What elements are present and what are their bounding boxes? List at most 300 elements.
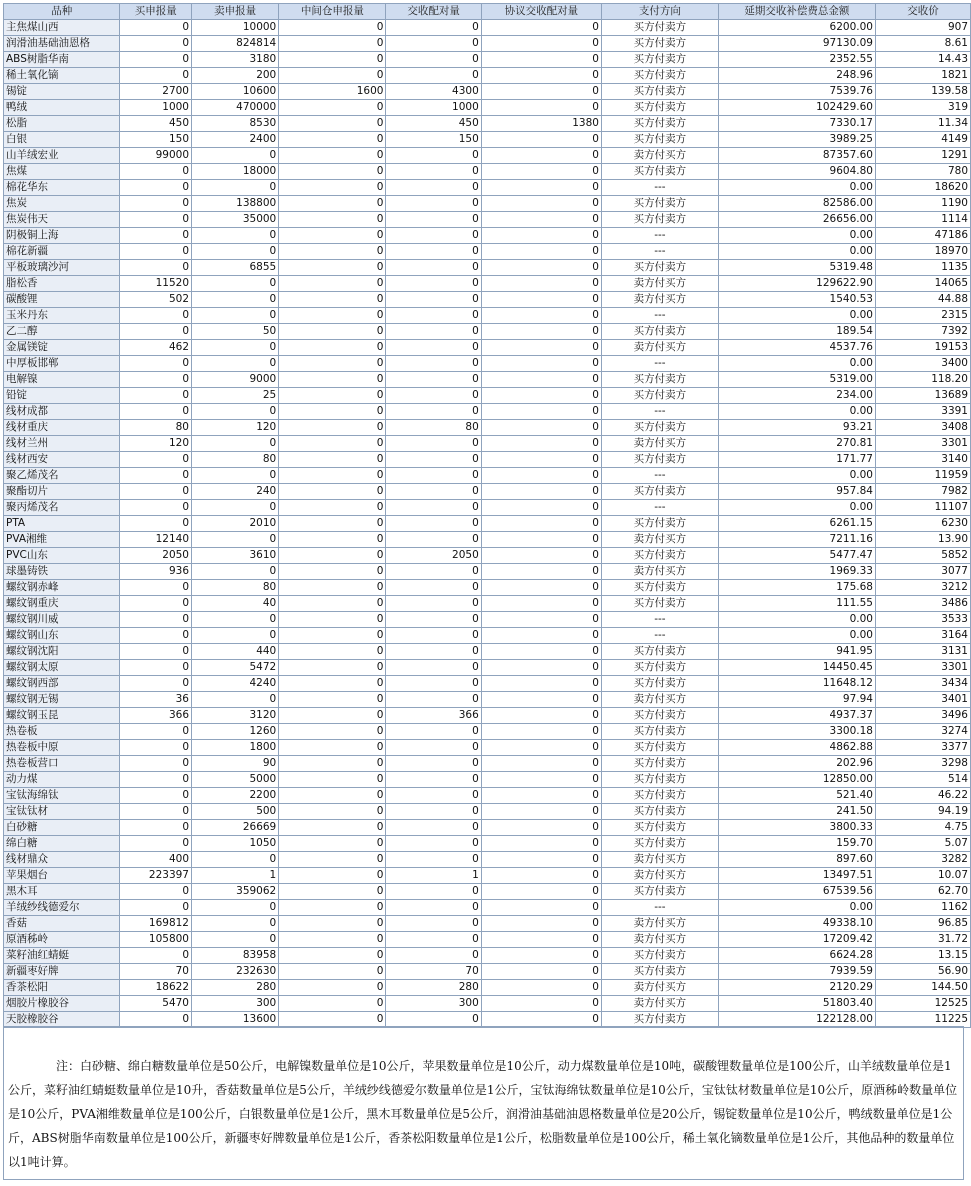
buy-quantity-cell: 0 [120, 884, 192, 900]
middle-warehouse-quantity-cell: 0 [279, 436, 386, 452]
sell-quantity-cell: 10000 [192, 20, 279, 36]
buy-quantity-cell: 0 [120, 228, 192, 244]
delivery-price-cell: 62.70 [875, 884, 970, 900]
compensation-amount-cell: 957.84 [718, 484, 875, 500]
sell-quantity-cell: 0 [192, 628, 279, 644]
product-name-cell: 菜籽油红蜻蜓 [4, 948, 120, 964]
agreement-matched-quantity-cell: 0 [481, 996, 601, 1012]
matched-quantity-cell: 0 [386, 356, 481, 372]
product-name-cell: 碳酸锂 [4, 292, 120, 308]
table-row [4, 340, 971, 356]
compensation-amount-cell: 6624.28 [718, 948, 875, 964]
matched-quantity-cell: 0 [386, 20, 481, 36]
delivery-price-cell: 12525 [875, 996, 970, 1012]
buy-quantity-cell: 0 [120, 676, 192, 692]
delivery-price-cell: 14065 [875, 276, 970, 292]
matched-quantity-cell: 0 [386, 884, 481, 900]
table-row [4, 628, 971, 644]
matched-quantity-cell: 0 [386, 532, 481, 548]
compensation-amount-cell: 202.96 [718, 756, 875, 772]
sell-quantity-cell: 470000 [192, 100, 279, 116]
sell-quantity-cell: 240 [192, 484, 279, 500]
table-row [4, 692, 971, 708]
table-row [4, 244, 971, 260]
payment-direction-cell: 买方付卖方 [601, 660, 718, 676]
matched-quantity-cell: 0 [386, 372, 481, 388]
middle-warehouse-quantity-cell: 0 [279, 820, 386, 836]
product-name-cell: 焦煤 [4, 164, 120, 180]
buy-quantity-cell: 169812 [120, 916, 192, 932]
product-name-cell: 线材重庆 [4, 420, 120, 436]
compensation-amount-cell: 4937.37 [718, 708, 875, 724]
table-row [4, 852, 971, 868]
product-name-cell: 线材兰州 [4, 436, 120, 452]
table-row [4, 292, 971, 308]
delivery-price-cell: 3282 [875, 852, 970, 868]
product-name-cell: 螺纹钢重庆 [4, 596, 120, 612]
delivery-price-cell: 47186 [875, 228, 970, 244]
column-header: 交收价 [875, 4, 970, 20]
delivery-price-cell: 1114 [875, 212, 970, 228]
middle-warehouse-quantity-cell: 0 [279, 692, 386, 708]
middle-warehouse-quantity-cell: 0 [279, 276, 386, 292]
delivery-price-cell: 3212 [875, 580, 970, 596]
compensation-amount-cell: 5319.48 [718, 260, 875, 276]
product-name-cell: 香菇 [4, 916, 120, 932]
middle-warehouse-quantity-cell: 0 [279, 20, 386, 36]
sell-quantity-cell: 0 [192, 916, 279, 932]
product-name-cell: PVC山东 [4, 548, 120, 564]
table-row [4, 948, 971, 964]
table-row [4, 452, 971, 468]
delivery-price-cell: 1821 [875, 68, 970, 84]
product-name-cell: 中厚板邯郸 [4, 356, 120, 372]
middle-warehouse-quantity-cell: 0 [279, 884, 386, 900]
middle-warehouse-quantity-cell: 0 [279, 532, 386, 548]
product-name-cell: 阴极铜上海 [4, 228, 120, 244]
middle-warehouse-quantity-cell: 0 [279, 916, 386, 932]
delivery-price-cell: 3164 [875, 628, 970, 644]
delivery-price-cell: 5.07 [875, 836, 970, 852]
payment-direction-cell: 买方付卖方 [601, 884, 718, 900]
matched-quantity-cell: 0 [386, 660, 481, 676]
sell-quantity-cell: 3180 [192, 52, 279, 68]
product-name-cell: 焦炭 [4, 196, 120, 212]
product-name-cell: 球墨铸铁 [4, 564, 120, 580]
middle-warehouse-quantity-cell: 0 [279, 484, 386, 500]
payment-direction-cell: 买方付卖方 [601, 724, 718, 740]
payment-direction-cell: --- [601, 628, 718, 644]
column-header: 卖申报量 [192, 4, 279, 20]
buy-quantity-cell: 105800 [120, 932, 192, 948]
buy-quantity-cell: 0 [120, 660, 192, 676]
matched-quantity-cell: 0 [386, 580, 481, 596]
footnote-text: 注：白砂糖、绵白糖数量单位是50公斤，电解镍数量单位是10公斤，苹果数量单位是10公斤，动力煤数量单位是10吨，碳酸锂数量单位是100公斤，山羊绒数量单位是1公斤，菜籽油红蜻蜓数量单位是10升，香菇数量单位是5公斤，羊绒纱线德爱尔数量单位是1公斤，宝钛海绵钛数量单位是10公斤，宝钛钛材数量单位是10公斤，原酒秭岭数量单位是10公斤，PVA湘维数量单位是100公斤，白银数量单位是1公斤，黑木耳数量单位是5公斤，润滑油基础油恩格数量单位是20公斤，锡锭数量单位是10公斤，鸭绒数量单位是1公斤，ABS树脂华南数量单位是100公斤，新疆枣好牌数量单位是1公斤，香茶松阳数量单位是1公斤，松脂数量单位是100公斤，稀土氧化镝数量单位是1公斤，其他品种的数量单位以1吨计算。 [8, 1059, 958, 1169]
agreement-matched-quantity-cell: 0 [481, 820, 601, 836]
sell-quantity-cell: 1 [192, 868, 279, 884]
compensation-amount-cell: 17209.42 [718, 932, 875, 948]
sell-quantity-cell: 0 [192, 692, 279, 708]
middle-warehouse-quantity-cell: 0 [279, 420, 386, 436]
product-name-cell: 新疆枣好牌 [4, 964, 120, 980]
compensation-amount-cell: 189.54 [718, 324, 875, 340]
agreement-matched-quantity-cell: 0 [481, 868, 601, 884]
compensation-amount-cell: 129622.90 [718, 276, 875, 292]
compensation-amount-cell: 93.21 [718, 420, 875, 436]
sell-quantity-cell: 138800 [192, 196, 279, 212]
matched-quantity-cell: 0 [386, 788, 481, 804]
agreement-matched-quantity-cell: 0 [481, 196, 601, 212]
middle-warehouse-quantity-cell: 0 [279, 676, 386, 692]
agreement-matched-quantity-cell: 0 [481, 308, 601, 324]
table-row [4, 900, 971, 916]
middle-warehouse-quantity-cell: 0 [279, 244, 386, 260]
buy-quantity-cell: 462 [120, 340, 192, 356]
buy-quantity-cell: 0 [120, 324, 192, 340]
product-name-cell: 棉花新疆 [4, 244, 120, 260]
product-name-cell: 烟胶片橡胶谷 [4, 996, 120, 1012]
buy-quantity-cell: 0 [120, 1012, 192, 1028]
sell-quantity-cell: 40 [192, 596, 279, 612]
agreement-matched-quantity-cell: 0 [481, 292, 601, 308]
sell-quantity-cell: 5472 [192, 660, 279, 676]
payment-direction-cell: --- [601, 244, 718, 260]
agreement-matched-quantity-cell: 0 [481, 484, 601, 500]
agreement-matched-quantity-cell: 0 [481, 980, 601, 996]
sell-quantity-cell: 80 [192, 452, 279, 468]
buy-quantity-cell: 0 [120, 196, 192, 212]
delivery-price-cell: 3486 [875, 596, 970, 612]
matched-quantity-cell: 0 [386, 932, 481, 948]
middle-warehouse-quantity-cell: 0 [279, 788, 386, 804]
matched-quantity-cell: 1 [386, 868, 481, 884]
matched-quantity-cell: 2050 [386, 548, 481, 564]
compensation-amount-cell: 3300.18 [718, 724, 875, 740]
middle-warehouse-quantity-cell: 0 [279, 708, 386, 724]
delivery-price-cell: 907 [875, 20, 970, 36]
delivery-price-cell: 1291 [875, 148, 970, 164]
agreement-matched-quantity-cell: 0 [481, 708, 601, 724]
middle-warehouse-quantity-cell: 0 [279, 196, 386, 212]
middle-warehouse-quantity-cell: 0 [279, 132, 386, 148]
agreement-matched-quantity-cell: 0 [481, 836, 601, 852]
table-row [4, 20, 971, 36]
product-name-cell: 苹果烟台 [4, 868, 120, 884]
delivery-price-cell: 3301 [875, 436, 970, 452]
matched-quantity-cell: 0 [386, 164, 481, 180]
product-name-cell: 香茶松阳 [4, 980, 120, 996]
compensation-amount-cell: 2120.29 [718, 980, 875, 996]
agreement-matched-quantity-cell: 0 [481, 1012, 601, 1028]
compensation-amount-cell: 4862.88 [718, 740, 875, 756]
middle-warehouse-quantity-cell: 0 [279, 116, 386, 132]
delivery-price-cell: 6230 [875, 516, 970, 532]
agreement-matched-quantity-cell: 0 [481, 740, 601, 756]
matched-quantity-cell: 0 [386, 644, 481, 660]
agreement-matched-quantity-cell: 0 [481, 772, 601, 788]
middle-warehouse-quantity-cell: 0 [279, 516, 386, 532]
sell-quantity-cell: 1260 [192, 724, 279, 740]
payment-direction-cell: 卖方付买方 [601, 148, 718, 164]
delivery-price-cell: 13.90 [875, 532, 970, 548]
buy-quantity-cell: 0 [120, 644, 192, 660]
sell-quantity-cell: 18000 [192, 164, 279, 180]
buy-quantity-cell: 223397 [120, 868, 192, 884]
middle-warehouse-quantity-cell: 0 [279, 100, 386, 116]
payment-direction-cell: 买方付卖方 [601, 484, 718, 500]
sell-quantity-cell: 0 [192, 308, 279, 324]
delivery-price-cell: 14.43 [875, 52, 970, 68]
buy-quantity-cell: 0 [120, 500, 192, 516]
payment-direction-cell: 买方付卖方 [601, 52, 718, 68]
sell-quantity-cell: 200 [192, 68, 279, 84]
table-row [4, 708, 971, 724]
agreement-matched-quantity-cell: 0 [481, 676, 601, 692]
buy-quantity-cell: 0 [120, 740, 192, 756]
payment-direction-cell: 买方付卖方 [601, 212, 718, 228]
table-row [4, 788, 971, 804]
column-header: 中间仓申报量 [279, 4, 386, 20]
buy-quantity-cell: 2700 [120, 84, 192, 100]
agreement-matched-quantity-cell: 0 [481, 20, 601, 36]
agreement-matched-quantity-cell: 0 [481, 788, 601, 804]
product-name-cell: 平板玻璃沙河 [4, 260, 120, 276]
sell-quantity-cell: 0 [192, 468, 279, 484]
buy-quantity-cell: 0 [120, 52, 192, 68]
middle-warehouse-quantity-cell: 0 [279, 612, 386, 628]
payment-direction-cell: --- [601, 468, 718, 484]
product-name-cell: 宝钛钛材 [4, 804, 120, 820]
agreement-matched-quantity-cell: 0 [481, 276, 601, 292]
matched-quantity-cell: 0 [386, 452, 481, 468]
agreement-matched-quantity-cell: 0 [481, 68, 601, 84]
delivery-price-cell: 3140 [875, 452, 970, 468]
buy-quantity-cell: 0 [120, 724, 192, 740]
product-name-cell: 主焦煤山西 [4, 20, 120, 36]
agreement-matched-quantity-cell: 0 [481, 180, 601, 196]
payment-direction-cell: 买方付卖方 [601, 164, 718, 180]
compensation-amount-cell: 171.77 [718, 452, 875, 468]
table-row [4, 388, 971, 404]
buy-quantity-cell: 366 [120, 708, 192, 724]
column-header: 买申报量 [120, 4, 192, 20]
product-name-cell: 绵白糖 [4, 836, 120, 852]
delivery-price-cell: 139.58 [875, 84, 970, 100]
agreement-matched-quantity-cell: 0 [481, 212, 601, 228]
middle-warehouse-quantity-cell: 0 [279, 388, 386, 404]
product-name-cell: 螺纹钢玉昆 [4, 708, 120, 724]
middle-warehouse-quantity-cell: 0 [279, 340, 386, 356]
middle-warehouse-quantity-cell: 0 [279, 228, 386, 244]
payment-direction-cell: --- [601, 228, 718, 244]
agreement-matched-quantity-cell: 0 [481, 900, 601, 916]
buy-quantity-cell: 400 [120, 852, 192, 868]
compensation-amount-cell: 7939.59 [718, 964, 875, 980]
header-row [4, 4, 971, 20]
middle-warehouse-quantity-cell: 0 [279, 68, 386, 84]
delivery-price-cell: 3274 [875, 724, 970, 740]
middle-warehouse-quantity-cell: 0 [279, 756, 386, 772]
delivery-price-cell: 3298 [875, 756, 970, 772]
product-name-cell: 螺纹钢无锡 [4, 692, 120, 708]
middle-warehouse-quantity-cell: 0 [279, 660, 386, 676]
delivery-price-cell: 3077 [875, 564, 970, 580]
delivery-price-cell: 10.07 [875, 868, 970, 884]
table-row [4, 868, 971, 884]
middle-warehouse-quantity-cell: 0 [279, 948, 386, 964]
middle-warehouse-quantity-cell: 0 [279, 180, 386, 196]
payment-direction-cell: 卖方付买方 [601, 292, 718, 308]
delivery-price-cell: 11959 [875, 468, 970, 484]
table-row [4, 260, 971, 276]
payment-direction-cell: 卖方付买方 [601, 932, 718, 948]
agreement-matched-quantity-cell: 0 [481, 388, 601, 404]
buy-quantity-cell: 0 [120, 900, 192, 916]
compensation-amount-cell: 1540.53 [718, 292, 875, 308]
sell-quantity-cell: 2010 [192, 516, 279, 532]
table-row [4, 116, 971, 132]
payment-direction-cell: 买方付卖方 [601, 804, 718, 820]
compensation-amount-cell: 82586.00 [718, 196, 875, 212]
delivery-price-cell: 46.22 [875, 788, 970, 804]
compensation-amount-cell: 3989.25 [718, 132, 875, 148]
sell-quantity-cell: 1800 [192, 740, 279, 756]
product-name-cell: 螺纹钢西部 [4, 676, 120, 692]
payment-direction-cell: 卖方付买方 [601, 564, 718, 580]
agreement-matched-quantity-cell: 0 [481, 564, 601, 580]
middle-warehouse-quantity-cell: 0 [279, 564, 386, 580]
matched-quantity-cell: 0 [386, 52, 481, 68]
matched-quantity-cell: 0 [386, 948, 481, 964]
payment-direction-cell: 卖方付买方 [601, 692, 718, 708]
buy-quantity-cell: 0 [120, 404, 192, 420]
delivery-price-cell: 3533 [875, 612, 970, 628]
middle-warehouse-quantity-cell: 0 [279, 324, 386, 340]
compensation-amount-cell: 49338.10 [718, 916, 875, 932]
buy-quantity-cell: 0 [120, 516, 192, 532]
sell-quantity-cell: 26669 [192, 820, 279, 836]
payment-direction-cell: --- [601, 180, 718, 196]
middle-warehouse-quantity-cell: 0 [279, 724, 386, 740]
table-row [4, 980, 971, 996]
agreement-matched-quantity-cell: 0 [481, 52, 601, 68]
matched-quantity-cell: 0 [386, 196, 481, 212]
buy-quantity-cell: 18622 [120, 980, 192, 996]
middle-warehouse-quantity-cell: 0 [279, 548, 386, 564]
matched-quantity-cell: 0 [386, 676, 481, 692]
delivery-price-cell: 3400 [875, 356, 970, 372]
delivery-price-cell: 96.85 [875, 916, 970, 932]
table-row [4, 420, 971, 436]
table-row [4, 500, 971, 516]
matched-quantity-cell: 0 [386, 212, 481, 228]
payment-direction-cell: 卖方付买方 [601, 340, 718, 356]
buy-quantity-cell: 0 [120, 628, 192, 644]
compensation-amount-cell: 6261.15 [718, 516, 875, 532]
buy-quantity-cell: 0 [120, 372, 192, 388]
table-row [4, 52, 971, 68]
sell-quantity-cell: 9000 [192, 372, 279, 388]
matched-quantity-cell: 0 [386, 692, 481, 708]
matched-quantity-cell: 0 [386, 612, 481, 628]
compensation-amount-cell: 5319.00 [718, 372, 875, 388]
agreement-matched-quantity-cell: 0 [481, 516, 601, 532]
column-header: 交收配对量 [386, 4, 481, 20]
matched-quantity-cell: 0 [386, 436, 481, 452]
agreement-matched-quantity-cell: 0 [481, 964, 601, 980]
sell-quantity-cell: 0 [192, 900, 279, 916]
product-name-cell: ABS树脂华南 [4, 52, 120, 68]
column-header: 协议交收配对量 [481, 4, 601, 20]
matched-quantity-cell: 0 [386, 596, 481, 612]
delivery-price-cell: 31.72 [875, 932, 970, 948]
table-row [4, 196, 971, 212]
middle-warehouse-quantity-cell: 0 [279, 404, 386, 420]
table-row [4, 612, 971, 628]
agreement-matched-quantity-cell: 0 [481, 692, 601, 708]
delivery-price-cell: 18970 [875, 244, 970, 260]
payment-direction-cell: 买方付卖方 [601, 132, 718, 148]
table-row [4, 564, 971, 580]
middle-warehouse-quantity-cell: 1600 [279, 84, 386, 100]
sell-quantity-cell: 0 [192, 436, 279, 452]
sell-quantity-cell: 0 [192, 356, 279, 372]
delivery-price-cell: 780 [875, 164, 970, 180]
buy-quantity-cell: 0 [120, 68, 192, 84]
sell-quantity-cell: 80 [192, 580, 279, 596]
delivery-price-cell: 1190 [875, 196, 970, 212]
table-row [4, 644, 971, 660]
sell-quantity-cell: 0 [192, 340, 279, 356]
buy-quantity-cell: 80 [120, 420, 192, 436]
agreement-matched-quantity-cell: 0 [481, 724, 601, 740]
matched-quantity-cell: 0 [386, 724, 481, 740]
matched-quantity-cell: 0 [386, 276, 481, 292]
product-name-cell: 山羊绒宏业 [4, 148, 120, 164]
payment-direction-cell: 买方付卖方 [601, 644, 718, 660]
payment-direction-cell: 买方付卖方 [601, 948, 718, 964]
middle-warehouse-quantity-cell: 0 [279, 372, 386, 388]
matched-quantity-cell: 0 [386, 628, 481, 644]
table-row [4, 932, 971, 948]
buy-quantity-cell: 0 [120, 836, 192, 852]
product-name-cell: 热卷板中原 [4, 740, 120, 756]
agreement-matched-quantity-cell: 0 [481, 468, 601, 484]
buy-quantity-cell: 0 [120, 756, 192, 772]
middle-warehouse-quantity-cell: 0 [279, 980, 386, 996]
buy-quantity-cell: 450 [120, 116, 192, 132]
sell-quantity-cell: 13600 [192, 1012, 279, 1028]
agreement-matched-quantity-cell: 0 [481, 612, 601, 628]
sell-quantity-cell: 10600 [192, 84, 279, 100]
buy-quantity-cell: 0 [120, 580, 192, 596]
product-name-cell: 羊绒纱线德爱尔 [4, 900, 120, 916]
sell-quantity-cell: 90 [192, 756, 279, 772]
delivery-price-cell: 7392 [875, 324, 970, 340]
middle-warehouse-quantity-cell: 0 [279, 964, 386, 980]
sell-quantity-cell: 1050 [192, 836, 279, 852]
sell-quantity-cell: 8530 [192, 116, 279, 132]
sell-quantity-cell: 0 [192, 276, 279, 292]
sell-quantity-cell: 0 [192, 180, 279, 196]
table-row [4, 100, 971, 116]
table-row [4, 132, 971, 148]
delivery-price-cell: 11107 [875, 500, 970, 516]
compensation-amount-cell: 1969.33 [718, 564, 875, 580]
delivery-price-cell: 7982 [875, 484, 970, 500]
matched-quantity-cell: 150 [386, 132, 481, 148]
middle-warehouse-quantity-cell: 0 [279, 212, 386, 228]
